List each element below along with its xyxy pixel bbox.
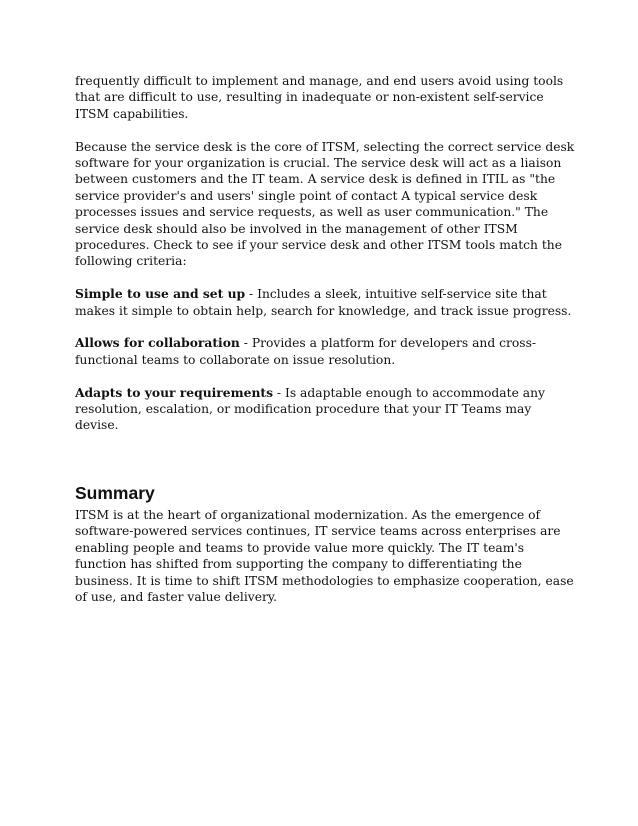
criterion-term: Simple to use and set up — [75, 286, 246, 302]
criterion-adapts — [75, 385, 575, 434]
summary-heading: Summary — [75, 482, 155, 503]
criterion-description: - Is adaptable enough to accommodate any resolution, escalation, or modification procedure that your IT Teams may devise. — [75, 385, 545, 433]
criterion-term: Allows for collaboration — [75, 335, 240, 351]
service-desk-paragraph: Because the service desk is the core of ITSM, selecting the correct service desk software for your organization is crucial. The service desk will act as a liaison between customers and the IT team. A service desk is defined in ITIL as "the service provider's and users' single point of contact A typical service desk processes issues and service requests, as well as user communication." The service desk should also be involved in the management of other ITSM procedures. Check to see if your service desk and other ITSM tools match the following criteria: — [75, 139, 575, 269]
summary-paragraph: ITSM is at the heart of organizational modernization. As the emergence of software-powered services continues, IT service teams across enterprises are enabling people and teams to provide value more quickly. The IT team's function has shifted from supporting the company to differentiating the business. It is time to shift ITSM methodologies to emphasize cooperation, ease of use, and faster value delivery. — [75, 507, 574, 604]
intro-continuation-paragraph: frequently difficult to implement and manage, and end users avoid using tools that are difficult to use, resulting in inadequate or non-existent self-service ITSM capabilities. — [75, 74, 564, 121]
criterion-description: - Includes a sleek, intuitive self-service site that makes it simple to obtain help, search for knowledge, and track issue progress. — [75, 287, 572, 318]
criterion-simple-to-use — [75, 286, 575, 319]
criterion-term: Adapts to your requirements — [75, 384, 273, 400]
criterion-collaboration — [75, 335, 575, 368]
criterion-description: - Provides a platform for developers and cross-functional teams to collaborate on issue resolution. — [75, 336, 537, 367]
document-body — [75, 73, 575, 622]
